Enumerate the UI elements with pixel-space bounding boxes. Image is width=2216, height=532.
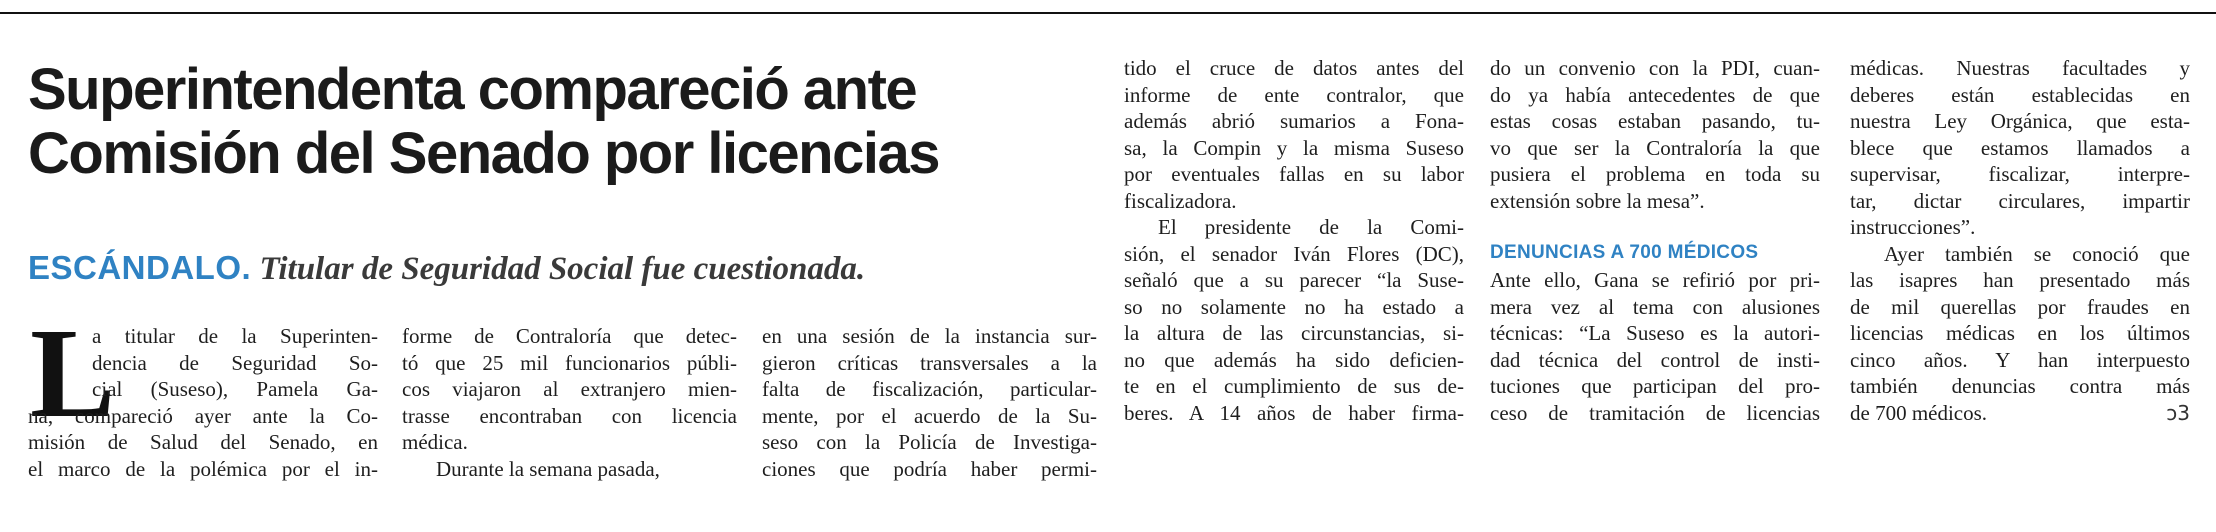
drop-cap: L — [30, 302, 116, 444]
kicker: ESCÁNDALO. — [28, 249, 252, 286]
column-3-line: ciones que podría haber permi- — [762, 456, 1097, 481]
column-6-line: cinco años. Y han interpuesto — [1850, 347, 2190, 372]
column-4-line: so no solamente no ha estado a — [1124, 294, 1464, 319]
column-5-line: pusiera el problema en toda su — [1490, 162, 1820, 186]
column-5-line: do un convenio con la PDI, cuan- — [1490, 56, 1820, 80]
column-4-line: informe de ente contralor, que — [1124, 82, 1464, 107]
headline — [28, 58, 1088, 186]
column-6-line: nuestra Ley Orgánica, que esta- — [1850, 109, 2190, 133]
column-6-line: deberes están establecidas en — [1850, 82, 2190, 107]
column-6-line: tar, dictar circulares, impartir — [1850, 188, 2190, 213]
column-1-line: dencia de Seguridad So- — [92, 350, 378, 375]
deck — [28, 248, 1088, 289]
top-rule — [0, 12, 2216, 14]
column-6-line: las isapres han presentado más — [1850, 268, 2190, 292]
column-1-line: misión de Salud del Senado, en — [28, 430, 378, 454]
column-5-line: extensión sobre la mesa”. — [1490, 188, 1705, 213]
column-6-line: de mil querellas por fraudes en — [1850, 294, 2190, 319]
column-2-line: Durante la semana pasada, — [436, 456, 660, 481]
column-2-line: médica. — [402, 430, 468, 454]
column-5-line: ceso de tramitación de licencias — [1490, 400, 1820, 425]
column-6-line: instrucciones”. — [1850, 215, 1976, 239]
column-4 — [1124, 55, 1464, 426]
column-3-line: seso con la Policía de Investiga- — [762, 430, 1097, 454]
column-6-line: médicas. Nuestras facultades y — [1850, 56, 2190, 80]
column-1-line: a titular de la Superinten- — [92, 324, 378, 348]
column-4-line: la altura de las circunstancias, si- — [1124, 321, 1464, 345]
column-1-line: el marco de la polémica por el in- — [28, 456, 378, 481]
column-1 — [28, 323, 378, 482]
section-subhead: DENUNCIAS A 700 MÉDICOS — [1490, 242, 1759, 263]
column-4-line: además abrió sumarios a Fona- — [1124, 109, 1464, 133]
column-4-line: El presidente de la Comi- — [1158, 215, 1464, 239]
column-5 — [1490, 55, 1820, 426]
column-3-line: gieron críticas transversales a la — [762, 350, 1097, 375]
column-4-line: fiscalizadora. — [1124, 188, 1237, 213]
column-1-line: cial (Suseso), Pamela Ga- — [92, 377, 378, 401]
column-3-line: mente, por el acuerdo de la Su- — [762, 403, 1097, 428]
headline-line-1: Superintendenta compareció ante — [28, 57, 917, 122]
column-4-line: por eventuales fallas en su labor — [1124, 162, 1464, 186]
column-5-line: tuciones que participan del pro- — [1490, 374, 1820, 398]
column-6-line: supervisar, fiscalizar, interpre- — [1850, 162, 2190, 186]
column-4-line: te en el cumplimiento de sus de- — [1124, 374, 1464, 398]
column-5-line: técnicas: “La Suseso es la autori- — [1490, 321, 1820, 345]
column-6-line — [1850, 400, 2190, 427]
column-4-line: no que además ha sido deficien- — [1124, 347, 1464, 372]
column-2-line: cos viajaron al extranjero mien- — [402, 377, 737, 401]
column-5-line: Ante ello, Gana se refirió por pri- — [1490, 268, 1820, 292]
column-2 — [402, 323, 737, 482]
column-4-line: sión, el senador Iván Flores (DC), — [1124, 241, 1464, 266]
column-3-line: falta de fiscalización, particular- — [762, 377, 1097, 401]
column-4-line: sa, la Compin y la misma Suseso — [1124, 135, 1464, 160]
column-2-line: forme de Contraloría que detec- — [402, 324, 737, 348]
column-6-line: licencias médicas en los últimos — [1850, 321, 2190, 345]
column-4-line: tido el cruce de datos antes del — [1124, 56, 1464, 80]
headline-line-2: Comisión del Senado por licencias — [28, 121, 939, 186]
column-1-line: na, compareció ayer ante la Co- — [28, 403, 378, 428]
column-6-line: Ayer también se conoció que — [1884, 241, 2190, 266]
column-5-line: do ya había antecedentes de que — [1490, 82, 1820, 107]
column-3-line: en una sesión de la instancia sur- — [762, 324, 1097, 348]
column-6-last-text: de 700 médicos. — [1850, 400, 1988, 425]
column-4-line: beres. A 14 años de haber firma- — [1124, 400, 1464, 425]
column-2-line: tó que 25 mil funcionarios públi- — [402, 350, 737, 375]
column-6-line: también denuncias contra más — [1850, 374, 2190, 398]
column-2-line: trasse encontraban con licencia — [402, 403, 737, 428]
column-3 — [762, 323, 1097, 482]
column-5-line: dad técnica del control de insti- — [1490, 347, 1820, 372]
column-5-line: vo que ser la Contraloría la que — [1490, 135, 1820, 160]
column-6 — [1850, 55, 2190, 426]
column-4-line: señaló que a su parecer “la Suse- — [1124, 268, 1464, 292]
deck-text: Titular de Seguridad Social fue cuestionada. — [259, 251, 866, 287]
column-5-line: mera vez al tema con alusiones — [1490, 294, 1820, 319]
column-6-line: blece que estamos llamados a — [1850, 135, 2190, 160]
column-5-line: estas cosas estaban pasando, tu- — [1490, 109, 1820, 133]
end-mark-icon: ↄ3 — [2166, 400, 2190, 425]
